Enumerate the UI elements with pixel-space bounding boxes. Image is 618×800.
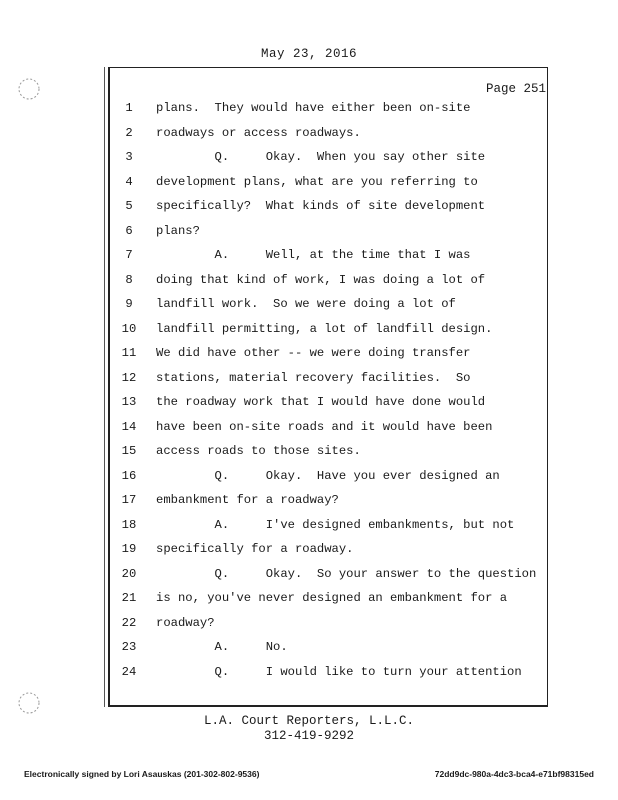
line-text: We did have other -- we were doing transfer bbox=[156, 346, 471, 360]
transcript-line bbox=[108, 542, 548, 562]
line-number: 14 bbox=[121, 419, 137, 434]
transcript-line bbox=[108, 150, 548, 170]
transcript-line bbox=[108, 591, 548, 611]
page-number: Page 251 bbox=[485, 82, 546, 96]
transcript-line bbox=[108, 469, 548, 489]
line-text: specifically for a roadway. bbox=[156, 542, 354, 556]
transcript-line bbox=[108, 518, 548, 538]
line-number: 18 bbox=[121, 517, 137, 532]
line-text: plans. They would have either been on-site bbox=[156, 101, 471, 115]
transcript-line bbox=[108, 444, 548, 464]
line-text: doing that kind of work, I was doing a lot of bbox=[156, 272, 486, 287]
line-text: A. Well, at the time that I was bbox=[156, 248, 471, 262]
line-number: 7 bbox=[125, 248, 133, 262]
line-number: 21 bbox=[121, 591, 137, 605]
line-text: roadways or access roadways. bbox=[156, 125, 361, 140]
line-number: 5 bbox=[125, 199, 133, 213]
transcript-line bbox=[108, 616, 548, 636]
line-number: 3 bbox=[125, 150, 133, 164]
frame-margin-line bbox=[104, 67, 105, 707]
line-text: landfill permitting, a lot of landfill design. bbox=[156, 321, 493, 336]
transcript-line bbox=[108, 248, 548, 268]
line-number: 20 bbox=[121, 566, 137, 581]
line-text: embankment for a roadway? bbox=[156, 493, 339, 507]
line-text: roadway? bbox=[156, 615, 215, 630]
transcript-line bbox=[108, 273, 548, 293]
line-number: 24 bbox=[121, 664, 137, 679]
transcript-line bbox=[108, 665, 548, 685]
punch-hole-icon bbox=[16, 690, 42, 716]
line-text: Q. Okay. Have you ever designed an bbox=[156, 468, 500, 483]
transcript-line bbox=[108, 297, 548, 317]
line-number: 2 bbox=[125, 125, 133, 140]
transcript-line bbox=[108, 493, 548, 513]
line-number: 23 bbox=[121, 640, 137, 654]
line-text: A. I've designed embankments, but not bbox=[156, 517, 515, 532]
line-number: 1 bbox=[125, 101, 133, 115]
line-text: is no, you've never designed an embankment for a bbox=[156, 591, 508, 605]
line-text: have been on-site roads and it would have been bbox=[156, 419, 493, 434]
line-number: 6 bbox=[125, 223, 133, 238]
punch-hole-icon bbox=[16, 76, 42, 102]
line-text: the roadway work that I would have done would bbox=[156, 395, 486, 409]
transcript-line bbox=[108, 126, 548, 146]
transcript-line bbox=[108, 371, 548, 391]
transcript-line bbox=[108, 175, 548, 195]
line-text: plans? bbox=[156, 223, 200, 238]
footer-phone: 312-419-9292 bbox=[263, 729, 354, 743]
transcript-line bbox=[108, 224, 548, 244]
line-text: development plans, what are you referring to bbox=[156, 174, 478, 189]
line-number: 17 bbox=[121, 493, 137, 507]
line-text: specifically? What kinds of site development bbox=[156, 199, 486, 213]
line-number: 11 bbox=[121, 346, 137, 360]
transcript-line bbox=[108, 199, 548, 219]
line-text: Q. I would like to turn your attention bbox=[156, 664, 522, 679]
line-number: 22 bbox=[121, 615, 137, 630]
transcript-line bbox=[108, 420, 548, 440]
line-text: landfill work. So we were doing a lot of bbox=[156, 297, 456, 311]
line-number: 13 bbox=[121, 395, 137, 409]
transcript-date: May 23, 2016 bbox=[260, 47, 357, 61]
line-number: 15 bbox=[121, 444, 137, 458]
line-text: A. No. bbox=[156, 640, 288, 654]
line-text: stations, material recovery facilities. So bbox=[156, 370, 471, 385]
electronic-signature-line: Electronically signed by Lori Asauskas (201-302-802-9536) bbox=[24, 769, 260, 779]
line-text: access roads to those sites. bbox=[156, 444, 361, 458]
document-hash: 72dd9dc-980a-4dc3-bca4-e71bf98315ed bbox=[434, 769, 594, 779]
line-number: 8 bbox=[125, 272, 133, 287]
line-number: 10 bbox=[121, 321, 137, 336]
line-number: 16 bbox=[121, 468, 137, 483]
line-number: 12 bbox=[121, 370, 137, 385]
line-number: 19 bbox=[121, 542, 137, 556]
transcript-line bbox=[108, 567, 548, 587]
transcript-line bbox=[108, 101, 548, 121]
footer-company: L.A. Court Reporters, L.L.C. bbox=[203, 714, 415, 728]
line-text: Q. Okay. When you say other site bbox=[156, 150, 486, 164]
line-number: 9 bbox=[125, 297, 133, 311]
transcript-line bbox=[108, 640, 548, 660]
transcript-line bbox=[108, 346, 548, 366]
line-number: 4 bbox=[125, 174, 133, 189]
line-text: Q. Okay. So your answer to the question bbox=[156, 566, 537, 581]
transcript-line bbox=[108, 322, 548, 342]
transcript-line bbox=[108, 395, 548, 415]
